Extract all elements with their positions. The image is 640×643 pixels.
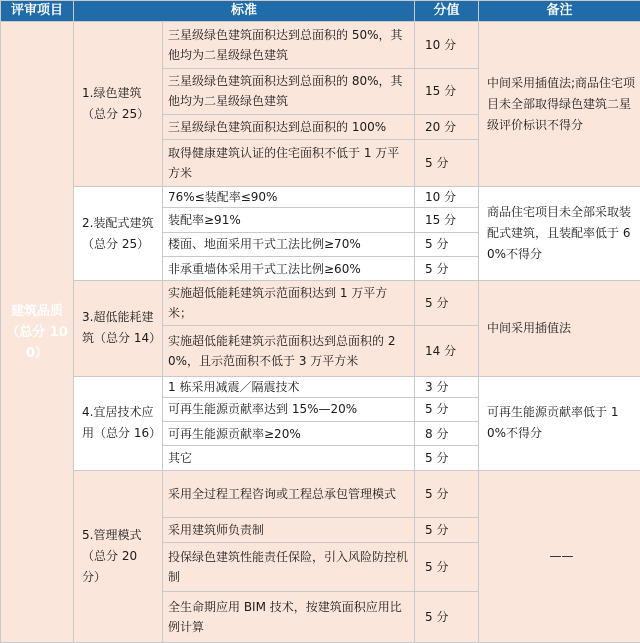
standard-cell: 可再生能源贡献率≥20% xyxy=(163,422,415,446)
score-cell: 5 分 xyxy=(415,281,479,326)
section-note-1: 中间采用插值法;商品住宅项目未全部取得绿色建筑二星级评价标识不得分 xyxy=(479,22,640,187)
score-cell: 15 分 xyxy=(415,68,479,115)
section-note-5: —— xyxy=(479,470,640,642)
score-cell: 5 分 xyxy=(415,232,479,256)
score-cell: 5 分 xyxy=(415,446,479,470)
score-cell: 20 分 xyxy=(415,115,479,139)
standard-cell: 实施超低能耗建筑示范面积达到总面积的 20%，且示范面积不低于 3 万平方米 xyxy=(163,325,415,376)
standard-cell: 其它 xyxy=(163,446,415,470)
score-cell: 5 分 xyxy=(415,592,479,643)
score-cell: 14 分 xyxy=(415,325,479,376)
standard-cell: 76%≤装配率≤90% xyxy=(163,187,415,208)
standard-cell: 采用全过程工程咨询或工程总承包管理模式 xyxy=(163,470,415,518)
table-row xyxy=(1,470,640,518)
table-row xyxy=(1,281,640,326)
table-row xyxy=(1,376,640,397)
standard-cell: 三星级绿色建筑面积达到总面积的 80%，其他均为二星级绿色建筑 xyxy=(163,68,415,115)
section-title-5: 5.管理模式（总分 20 分） xyxy=(74,470,163,642)
section-title-1: 1.绿色建筑（总分 25） xyxy=(74,22,163,187)
standard-cell: 采用建筑师负责制 xyxy=(163,518,415,542)
standard-cell: 装配率≥91% xyxy=(163,208,415,232)
header-score: 分值 xyxy=(415,1,479,22)
standard-cell: 1 栋采用减震／隔震技术 xyxy=(163,376,415,397)
header-row xyxy=(1,1,640,22)
header-note: 备注 xyxy=(479,1,640,22)
standard-cell: 全生命期应用 BIM 技术，按建筑面积应用比例计算 xyxy=(163,592,415,643)
standard-cell: 三星级绿色建筑面积达到总面积的 100% xyxy=(163,115,415,139)
standard-cell: 投保绿色建筑性能责任保险，引入风险防控机制 xyxy=(163,542,415,592)
score-cell: 3 分 xyxy=(415,376,479,397)
section-title-3: 3.超低能耗建筑（总分 14） xyxy=(74,281,163,376)
table-row xyxy=(1,187,640,208)
score-cell: 8 分 xyxy=(415,422,479,446)
score-cell: 5 分 xyxy=(415,470,479,518)
section-note-2: 商品住宅项目未全部采取装配式建筑，且装配率低于 60%不得分 xyxy=(479,187,640,281)
section-title-2: 2.装配式建筑（总分 25） xyxy=(74,187,163,281)
section-note-3: 中间采用插值法 xyxy=(479,281,640,376)
standard-cell: 非承重墙体采用干式工法比例≥60% xyxy=(163,257,415,281)
score-cell: 15 分 xyxy=(415,208,479,232)
standard-cell: 实施超低能耗建筑示范面积达到 1 万平方米； xyxy=(163,281,415,326)
score-cell: 5 分 xyxy=(415,257,479,281)
table-row xyxy=(1,22,640,69)
category-cell: 建筑品质（总分 100） xyxy=(1,22,74,643)
header-project: 评审项目 xyxy=(1,1,74,22)
score-cell: 5 分 xyxy=(415,518,479,542)
score-cell: 5 分 xyxy=(415,139,479,187)
score-cell: 5 分 xyxy=(415,397,479,421)
section-note-4: 可再生能源贡献率低于 10%不得分 xyxy=(479,376,640,470)
section-title-4: 4.宜居技术应用（总分 16） xyxy=(74,376,163,470)
standard-cell: 取得健康建筑认证的住宅面积不低于 1 万平方米 xyxy=(163,139,415,187)
score-cell: 10 分 xyxy=(415,187,479,208)
score-cell: 10 分 xyxy=(415,22,479,69)
standard-cell: 可再生能源贡献率达到 15%—20% xyxy=(163,397,415,421)
standard-cell: 三星级绿色建筑面积达到总面积的 50%，其他均为二星级绿色建筑 xyxy=(163,22,415,69)
standard-cell: 楼面、地面采用干式工法比例≥70% xyxy=(163,232,415,256)
score-cell: 5 分 xyxy=(415,542,479,592)
header-standard: 标准 xyxy=(74,1,415,22)
